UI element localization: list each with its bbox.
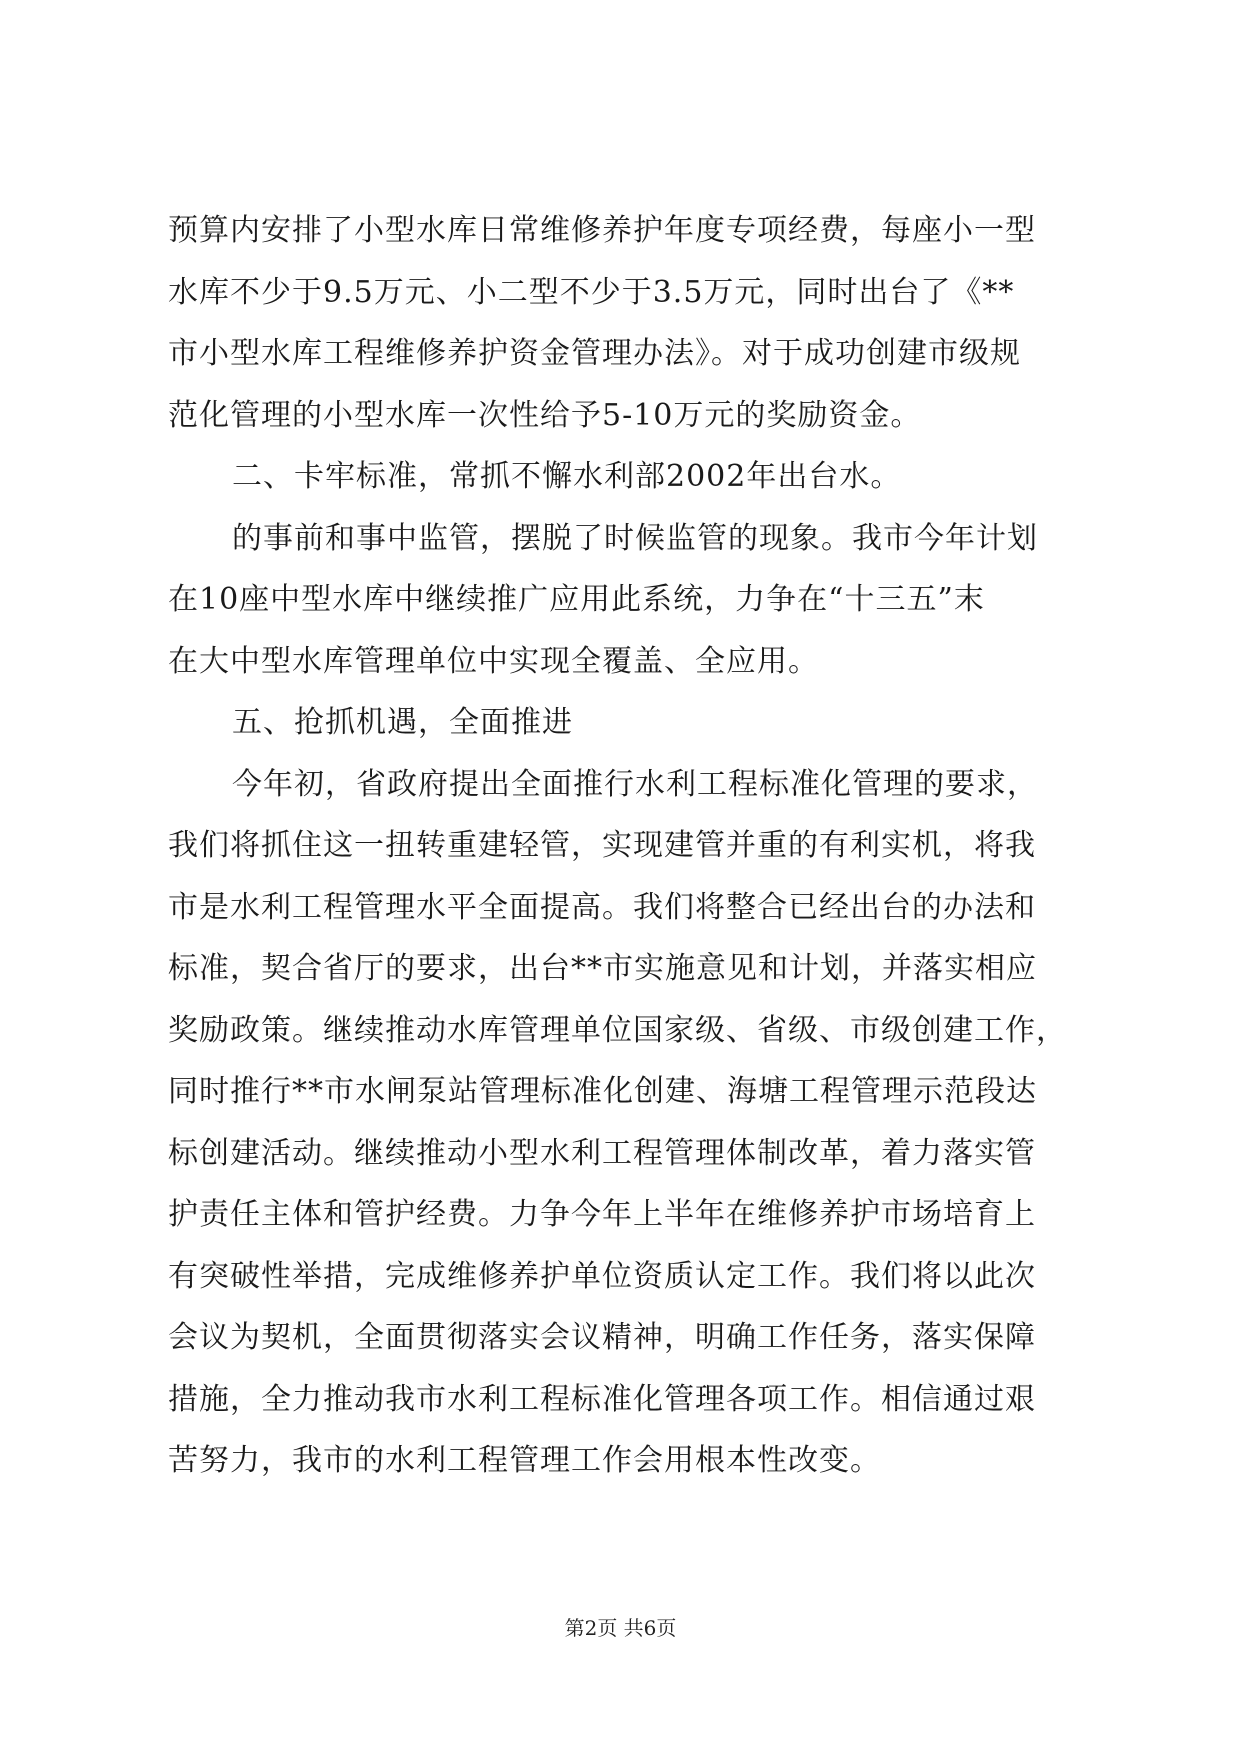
document-body (168, 200, 1080, 1492)
text-line: 会议为契机，全面贯彻落实会议精神，明确工作任务，落实保障 (168, 1320, 1036, 1355)
text-line: 水库不少于9.5万元、小二型不少于3.5万元，同时出台了《** (168, 274, 1015, 310)
text-line: 在大中型水库管理单位中实现全覆盖、全应用。 (168, 643, 819, 679)
text-line: 市是水利工程管理水平全面提高。我们将整合已经出台的办法和 (168, 889, 1036, 925)
text-line: 市小型水库工程维修养护资金管理办法》。对于成功创建市级规 (168, 336, 1021, 371)
text-line: 在10座中型水库中继续推广应用此系统，力争在“十三五”末 (168, 582, 985, 617)
text-line: 标准，契合省厅的要求，出台**市实施意见和计划，并落实相应 (168, 951, 1037, 986)
text-line: 标创建活动。继续推动小型水利工程管理体制改革，着力落实管 (168, 1135, 1036, 1171)
page-footer: 第2页 共6页 (564, 1616, 677, 1640)
text-line: 措施，全力推动我市水利工程标准化管理各项工作。相信通过艰 (168, 1381, 1036, 1417)
text-line: 范化管理的小型水库一次性给予5-10万元的奖励资金。 (168, 397, 922, 433)
text-line: 今年初，省政府提出全面推行水利工程标准化管理的要求， (232, 766, 1038, 802)
text-line: 苦努力，我市的水利工程管理工作会用根本性改变。 (168, 1443, 881, 1478)
text-line: 有突破性举措，完成维修养护单位资质认定工作。我们将以此次 (168, 1258, 1036, 1294)
text-line: 我们将抓住这一扭转重建轻管，实现建管并重的有利实机，将我 (168, 828, 1036, 863)
text-line: 的事前和事中监管，摆脱了时候监管的现象。我市今年计划 (232, 520, 1038, 556)
text-line: 护责任主体和管护经费。力争今年上半年在维修养护市场培育上 (168, 1197, 1036, 1232)
text-line: 奖励政策。继续推动水库管理单位国家级、省级、市级创建工作， (168, 1012, 1067, 1048)
text-line: 二、卡牢标准，常抓不懈水利部2002年出台水。 (232, 459, 902, 494)
text-line: 预算内安排了小型水库日常维修养护年度专项经费，每座小一型 (168, 213, 1036, 248)
text-line: 同时推行**市水闸泵站管理标准化创建、海塘工程管理示范段达 (168, 1074, 1037, 1109)
text-line: 五、抢抓机遇，全面推进 (232, 705, 573, 740)
